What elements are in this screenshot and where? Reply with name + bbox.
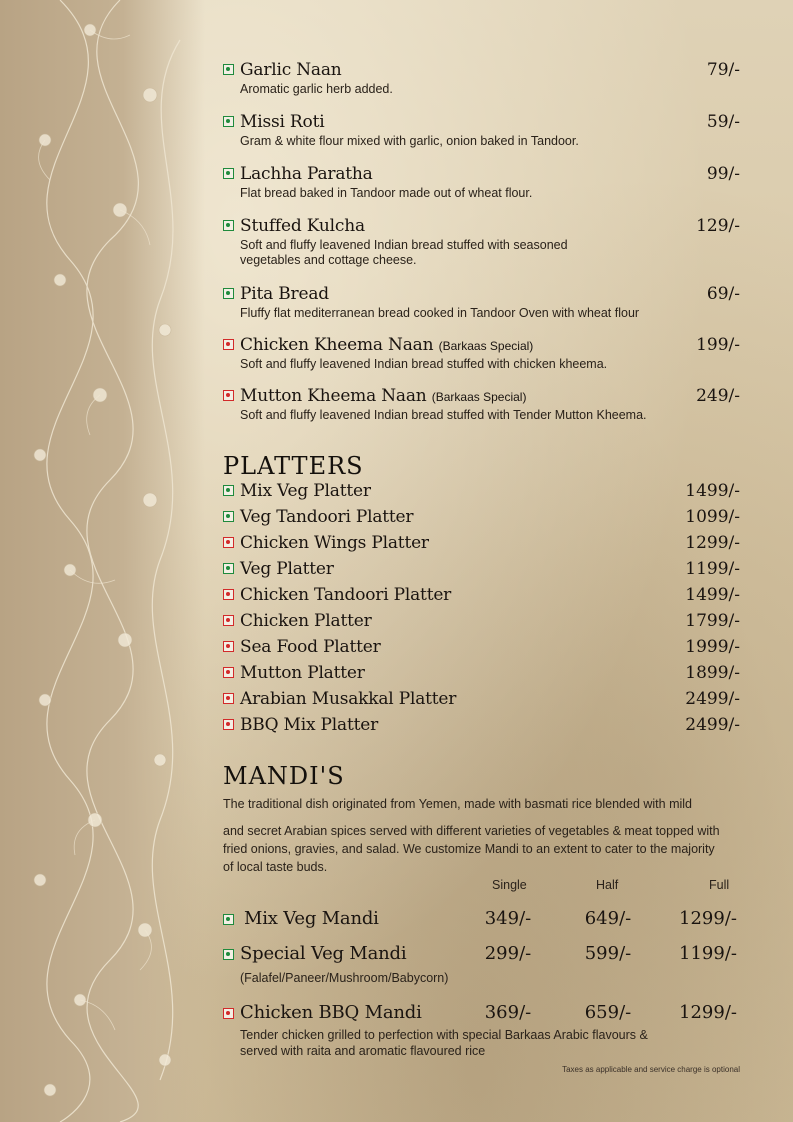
platter-item bbox=[223, 689, 743, 713]
platter-item bbox=[223, 481, 743, 505]
price-single: 299/- bbox=[484, 943, 532, 964]
item-price: 1499/- bbox=[685, 585, 740, 605]
platter-item bbox=[223, 611, 743, 635]
price-full: 1199/- bbox=[679, 943, 737, 964]
item-name: BBQ Mix Platter bbox=[240, 715, 379, 735]
item-name: Veg Tandoori Platter bbox=[240, 507, 414, 527]
item-name: Sea Food Platter bbox=[240, 637, 381, 657]
item-description: Fluffy flat mediterranean bread cooked in Tandoor Oven with wheat flour bbox=[240, 306, 640, 320]
item-name: Veg Platter bbox=[240, 559, 334, 579]
veg-icon bbox=[223, 511, 234, 522]
item-name: Arabian Musakkal Platter bbox=[240, 689, 457, 709]
non-veg-icon bbox=[223, 537, 234, 548]
platter-item bbox=[223, 637, 743, 661]
price-half: 599/- bbox=[584, 943, 632, 964]
price-half: 659/- bbox=[584, 1002, 632, 1023]
price-full: 1299/- bbox=[679, 1002, 737, 1023]
item-description: Soft and fluffy leavened Indian bread stuffed with Tender Mutton Kheema. bbox=[240, 408, 647, 422]
non-veg-icon bbox=[223, 390, 234, 401]
item-price: 2499/- bbox=[685, 715, 740, 735]
veg-icon bbox=[223, 914, 234, 925]
item-price: 1899/- bbox=[685, 663, 740, 683]
item-price: 59/- bbox=[706, 112, 740, 132]
item-description: Tender chicken grilled to perfection with special Barkaas Arabic flavours & served with raita and aromatic flavoured rice bbox=[240, 1028, 648, 1058]
item-name: Chicken Wings Platter bbox=[240, 533, 429, 553]
veg-icon bbox=[223, 288, 234, 299]
item-name: Mutton Platter bbox=[240, 663, 365, 683]
item-name: Chicken Tandoori Platter bbox=[240, 585, 452, 605]
item-name: Lachha Paratha bbox=[240, 164, 373, 184]
item-price: 2499/- bbox=[685, 689, 740, 709]
platter-item bbox=[223, 715, 743, 739]
item-price: 69/- bbox=[706, 284, 740, 304]
item-name: Garlic Naan bbox=[240, 60, 342, 80]
item-name: Mix Veg Platter bbox=[240, 481, 371, 501]
non-veg-icon bbox=[223, 1008, 234, 1019]
mandis-intro-line: The traditional dish originated from Yemen, made with basmati rice blended with mild bbox=[223, 797, 692, 811]
item-price: 1199/- bbox=[685, 559, 740, 579]
platter-item bbox=[223, 533, 743, 557]
item-price: 129/- bbox=[696, 216, 740, 236]
floral-border bbox=[0, 0, 205, 1122]
item-description: Soft and fluffy leavened Indian bread stuffed with chicken kheema. bbox=[240, 357, 608, 371]
item-price: 99/- bbox=[706, 164, 740, 184]
item-name: Missi Roti bbox=[240, 112, 325, 132]
item-price: 249/- bbox=[696, 386, 740, 406]
non-veg-icon bbox=[223, 589, 234, 600]
non-veg-icon bbox=[223, 339, 234, 350]
platter-item bbox=[223, 507, 743, 531]
veg-icon bbox=[223, 563, 234, 574]
footnote: Taxes as applicable and service charge is optional bbox=[562, 1065, 740, 1074]
veg-icon bbox=[223, 116, 234, 127]
item-price: 1499/- bbox=[685, 481, 740, 501]
item-name: Chicken Platter bbox=[240, 611, 372, 631]
item-price: 1999/- bbox=[685, 637, 740, 657]
item-price: 79/- bbox=[706, 60, 740, 80]
floral-pattern-icon bbox=[0, 0, 205, 1122]
item-description: (Falafel/Paneer/Mushroom/Babycorn) bbox=[240, 971, 449, 985]
item-name: Pita Bread bbox=[240, 284, 329, 304]
item-description: Aromatic garlic herb added. bbox=[240, 82, 393, 96]
item-name: Mix Veg Mandi bbox=[244, 908, 379, 929]
item-name: Chicken BBQ Mandi bbox=[240, 1002, 422, 1023]
non-veg-icon bbox=[223, 719, 234, 730]
veg-icon bbox=[223, 485, 234, 496]
mandis-heading: MANDI'S bbox=[223, 762, 345, 790]
price-single: 369/- bbox=[484, 1002, 532, 1023]
platter-item bbox=[223, 585, 743, 609]
non-veg-icon bbox=[223, 641, 234, 652]
veg-icon bbox=[223, 168, 234, 179]
price-half: 649/- bbox=[584, 908, 632, 929]
non-veg-icon bbox=[223, 615, 234, 626]
price-full: 1299/- bbox=[679, 908, 737, 929]
item-price: 1099/- bbox=[685, 507, 740, 527]
platter-item bbox=[223, 559, 743, 583]
item-description: Soft and fluffy leavened Indian bread stuffed with seasoned vegetables and cottage cheese. bbox=[240, 238, 568, 267]
column-single: Single bbox=[492, 878, 527, 892]
item-price: 1799/- bbox=[685, 611, 740, 631]
item-name: Chicken Kheema Naan (Barkaas Special) bbox=[240, 335, 534, 355]
item-description: Gram & white flour mixed with garlic, onion baked in Tandoor. bbox=[240, 134, 579, 148]
platter-item bbox=[223, 663, 743, 687]
mandis-intro-text: and secret Arabian spices served with different varieties of vegetables & meat topped with fried onions, gravies, and salad. We customize Mandi to an extent to cater to the majority of local taste buds. bbox=[223, 824, 720, 874]
veg-icon bbox=[223, 949, 234, 960]
item-name: Mutton Kheema Naan (Barkaas Special) bbox=[240, 386, 527, 406]
item-name: Special Veg Mandi bbox=[240, 943, 407, 964]
platters-heading: PLATTERS bbox=[223, 452, 364, 480]
veg-icon bbox=[223, 220, 234, 231]
item-description: Flat bread baked in Tandoor made out of wheat flour. bbox=[240, 186, 533, 200]
non-veg-icon bbox=[223, 693, 234, 704]
veg-icon bbox=[223, 64, 234, 75]
item-price: 199/- bbox=[696, 335, 740, 355]
column-half: Half bbox=[596, 878, 619, 892]
price-single: 349/- bbox=[484, 908, 532, 929]
item-name: Stuffed Kulcha bbox=[240, 216, 365, 236]
item-price: 1299/- bbox=[685, 533, 740, 553]
column-full: Full bbox=[709, 878, 730, 892]
non-veg-icon bbox=[223, 667, 234, 678]
